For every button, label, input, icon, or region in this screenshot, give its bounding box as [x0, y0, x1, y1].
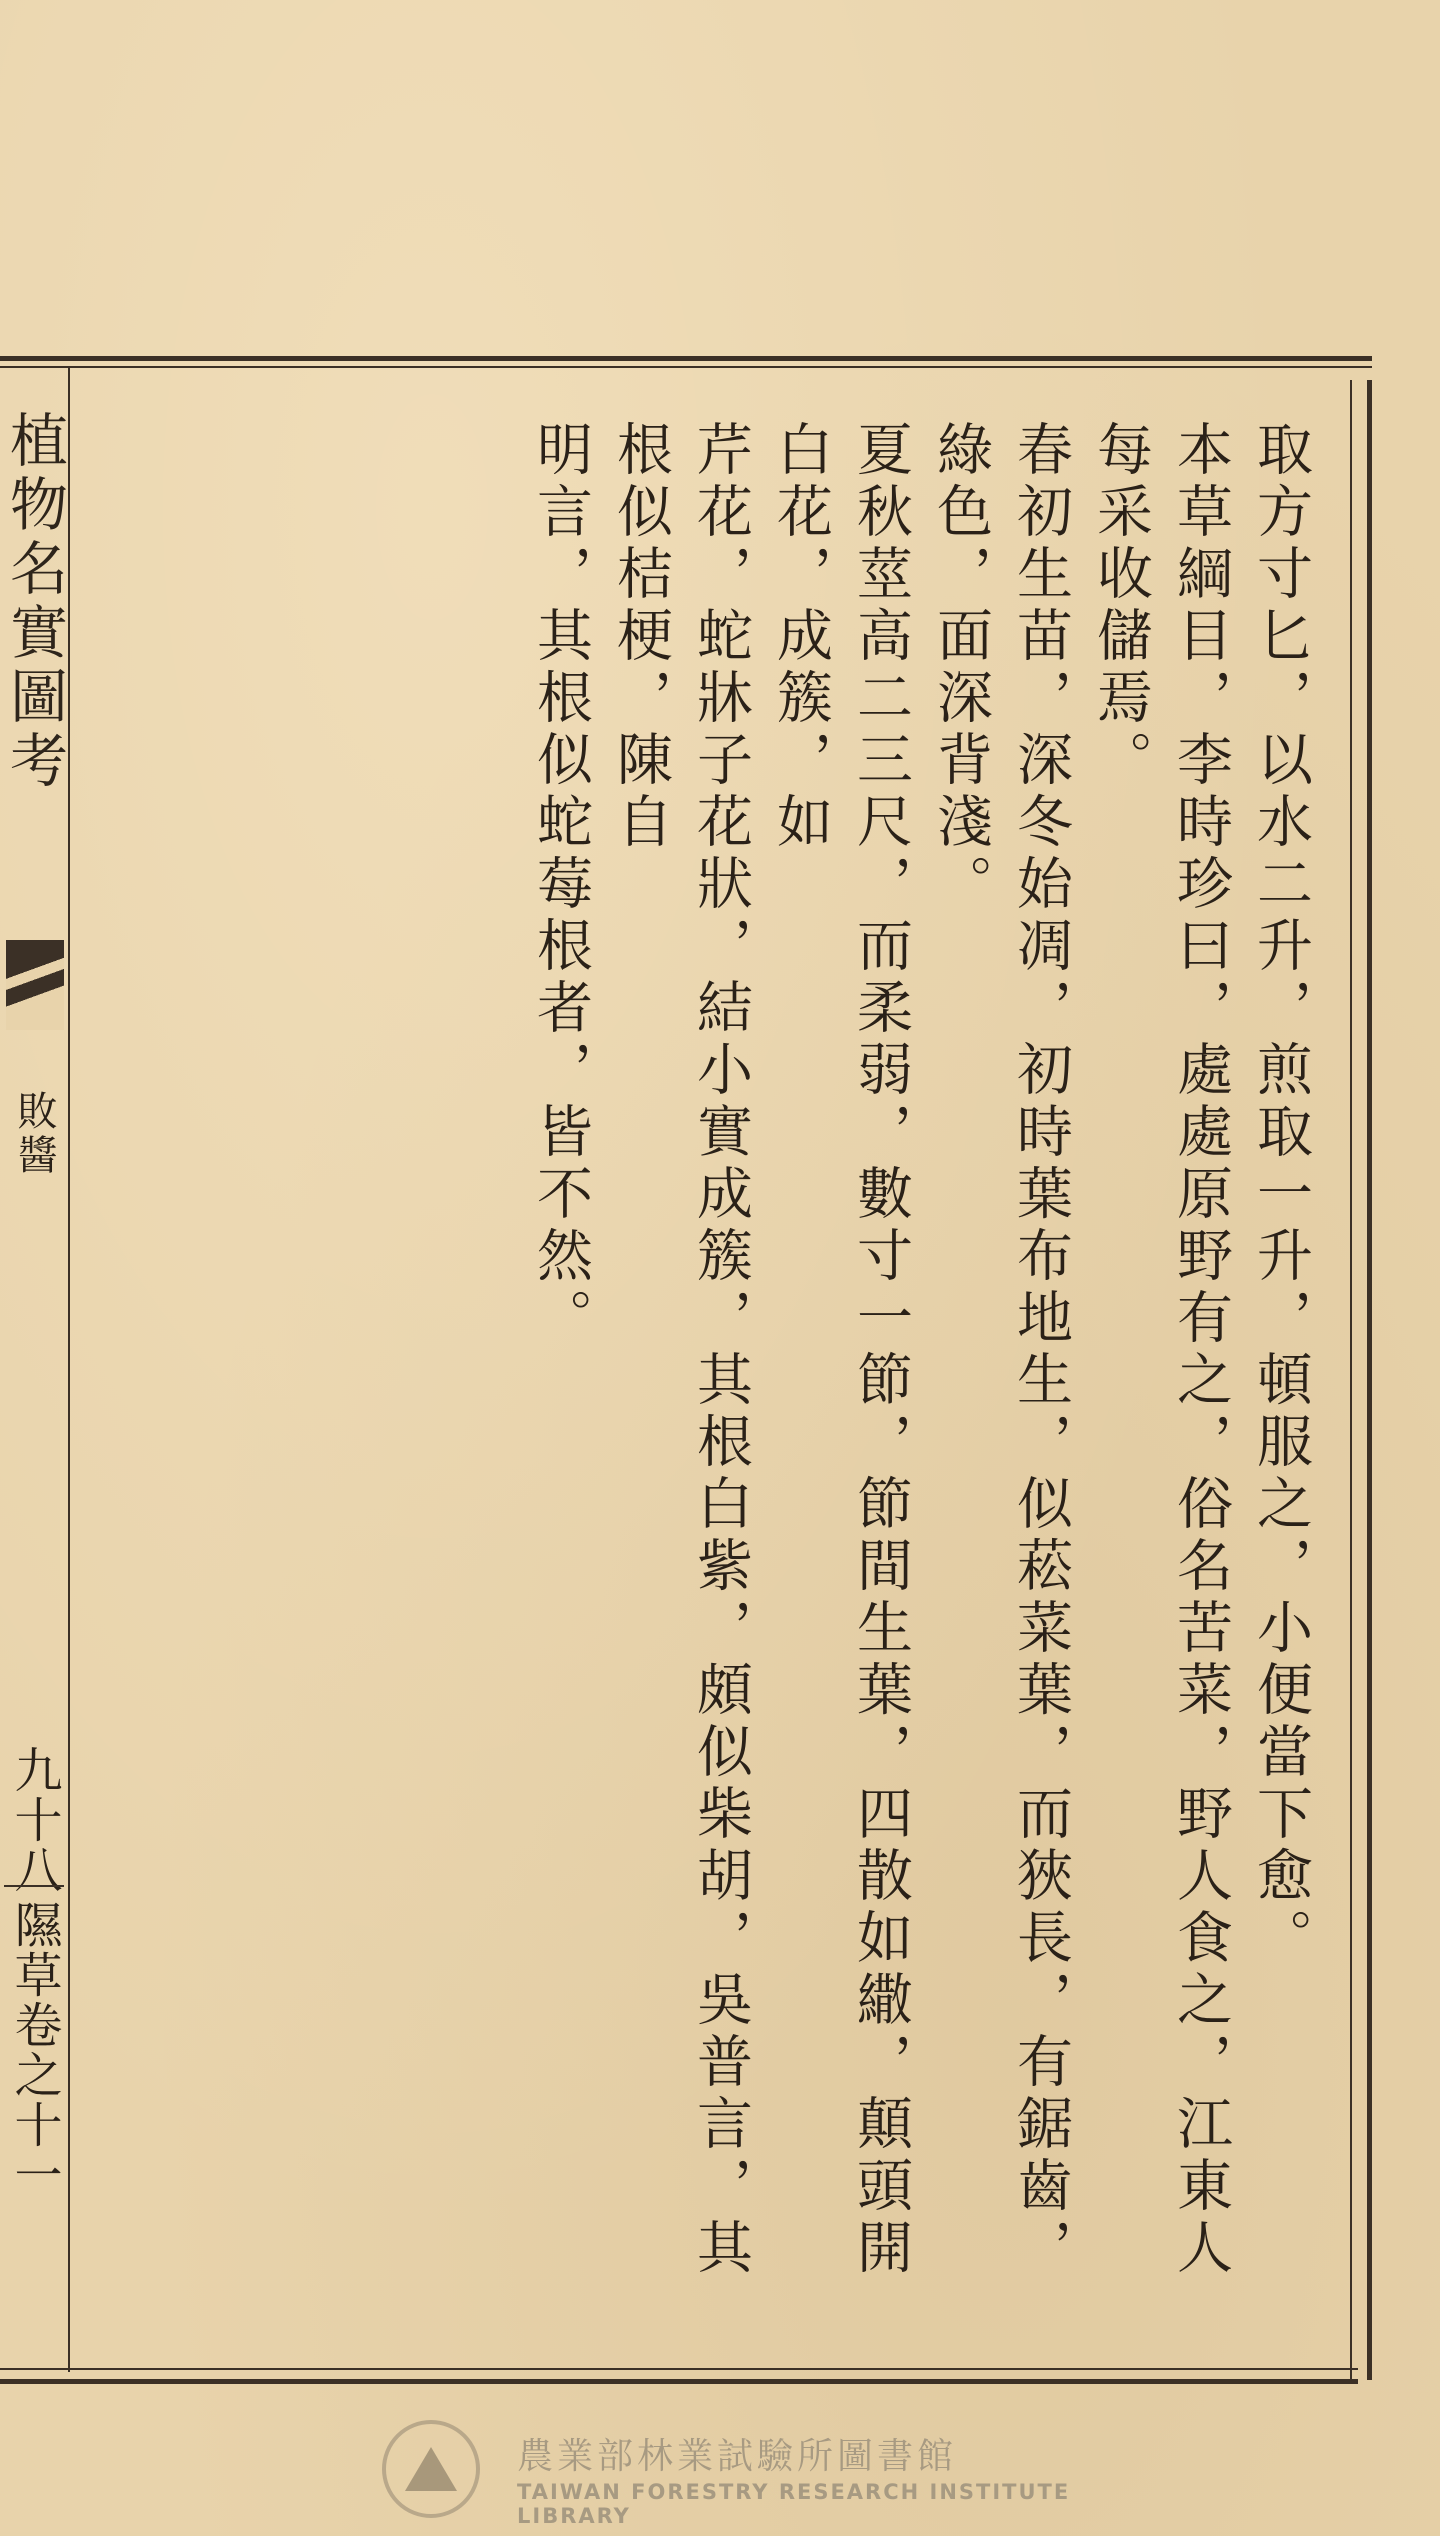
item-label: 敗醬 — [11, 1090, 57, 1178]
text-column: 春初生苗，深冬始凋，初時葉布地生，似菘菜葉，而狹長，有鋸齒，綠色，面深背淺。 — [928, 420, 1073, 2280]
book-title: 植物名實圖考 — [0, 410, 68, 794]
text-column: 芹花，蛇牀子花狀，結小實成簇，其根白紫，頗似柴胡，吳普言，其根似桔梗，陳自 — [608, 420, 753, 2280]
seal-tree-icon — [405, 2447, 457, 2491]
library-watermark — [382, 2420, 1082, 2528]
volume-label: 隰草卷之十一 — [6, 1900, 62, 2200]
library-name-zh: 農業部林業試驗所圖書館 — [517, 2436, 958, 2477]
text-column: 夏秋莖高二三尺，而柔弱，數寸一節，節間生葉，四散如繖，顛頭開白花，成簇，如 — [768, 420, 913, 2280]
text-column: 本草綱目，李時珍曰，處處原野有之，俗名苦菜，野人食之，江東人每采收儲焉。 — [1088, 420, 1233, 2280]
main-text — [528, 420, 1320, 2320]
text-column: 明言，其根似蛇莓根者，皆不然。 — [528, 420, 593, 1350]
fishtail-mark-icon — [6, 940, 64, 1030]
library-seal-icon — [382, 2420, 480, 2518]
frame-top-border — [0, 356, 1372, 368]
page-number: 九十八 — [6, 1745, 62, 1895]
text-column: 取方寸匕，以水二升，煎取一升，頓服之，小便當下愈。 — [1248, 420, 1313, 1970]
frame-bottom-border — [0, 2368, 1358, 2384]
fold-divider — [4, 1885, 64, 1887]
fold-column-divider — [68, 368, 70, 2372]
frame-right-border — [1350, 380, 1372, 2380]
library-name-en: TAIWAN FORESTRY RESEARCH INSTITUTE LIBRARY — [517, 2480, 1071, 2528]
